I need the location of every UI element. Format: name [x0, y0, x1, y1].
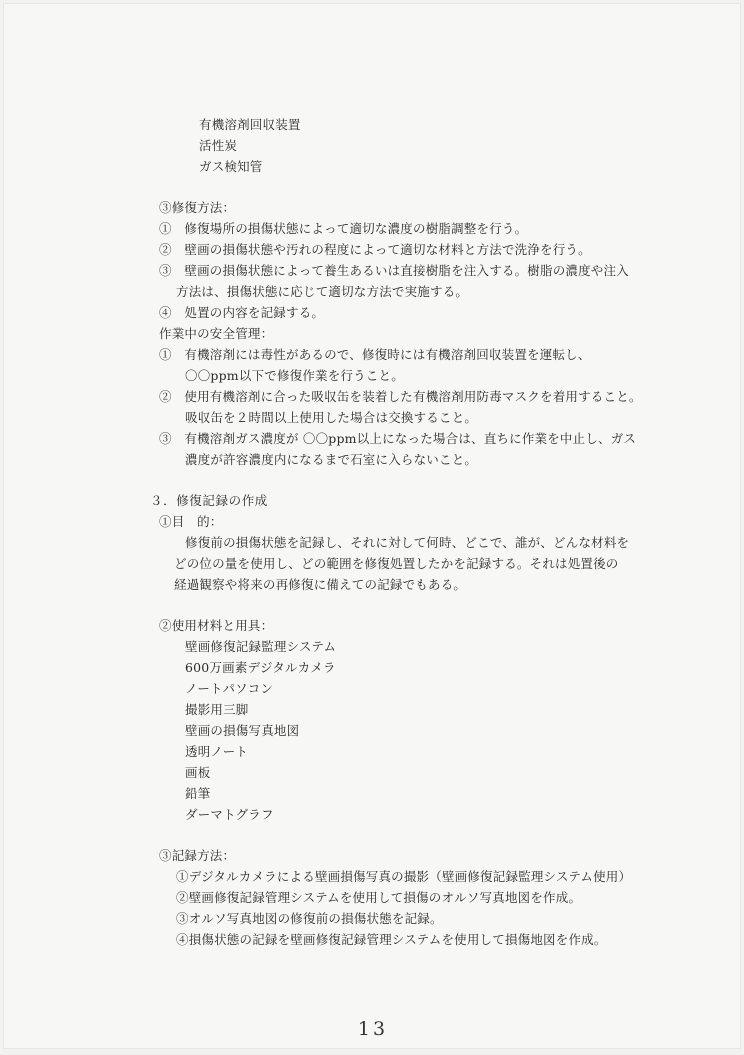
material-item: 壁画修復記録監理システム: [185, 639, 337, 654]
repair-method-item-cont: 方法は、損傷状態に応じて適切な方法で実施する。: [176, 284, 469, 299]
equipment-item: 活性炭: [199, 138, 238, 153]
purpose-line: どの位の量を使用し、どの範囲を修復処置したかを記録する。それは処置後の: [174, 556, 619, 571]
safety-item: ② 使用有機溶剤に合った吸収缶を装着した有機溶剤用防毒マスクを着用すること。: [159, 389, 642, 404]
record-method-item: ④損傷状態の記録を壁画修復記録管理システムを使用して損傷地図を作成。: [176, 932, 607, 947]
page-number: 13: [357, 1018, 389, 1040]
safety-item-cont: 濃度が許容濃度内になるまで石室に入らないこと。: [185, 452, 478, 467]
safety-item-cont: 吸収缶を２時間以上使用した場合は交換すること。: [185, 410, 478, 425]
material-item: 画板: [185, 765, 211, 780]
equipment-item: 有機溶剤回収装置: [199, 117, 301, 132]
repair-method-heading: ③修復方法：: [159, 200, 236, 215]
safety-item-cont: 〇〇ppm以下で修復作業を行うこと。: [185, 368, 404, 383]
safety-item: ① 有機溶剤には毒性があるので、修復時には有機溶剤回収装置を運転し、: [159, 347, 591, 362]
material-item: ノートパソコン: [185, 681, 274, 696]
repair-method-item: ④ 処置の内容を記録する。: [159, 305, 325, 320]
record-method-heading: ③記録方法：: [159, 848, 236, 863]
repair-method-item: ③ 壁画の損傷状態によって養生あるいは直接樹脂を注入する。樹脂の濃度や注入: [159, 263, 629, 278]
material-item: 壁画の損傷写真地図: [185, 723, 300, 738]
material-item: ダーマトグラフ: [185, 807, 274, 822]
repair-method-item: ② 壁画の損傷状態や汚れの程度によって適切な材料と方法で洗浄を行う。: [159, 242, 591, 257]
equipment-item: ガス検知管: [199, 159, 263, 174]
purpose-line: 経過観察や将来の再修復に備えての記録でもある。: [174, 577, 467, 592]
record-method-item: ③オルソ写真地図の修復前の損傷状態を記録。: [176, 911, 443, 926]
repair-method-item: ① 修復場所の損傷状態によって適切な濃度の樹脂調整を行う。: [159, 221, 528, 236]
record-method-item: ②壁画修復記録管理システムを使用して損傷のオルソ写真地図を作成。: [176, 890, 582, 905]
materials-heading: ②使用材料と用具：: [159, 618, 274, 633]
safety-heading: 作業中の安全管理：: [159, 326, 274, 341]
material-item: 600万画素デジタルカメラ: [185, 660, 336, 675]
material-item: 透明ノート: [185, 744, 249, 759]
section-3-title: ３．修復記録の作成: [150, 493, 268, 508]
safety-item: ③ 有機溶剤ガス濃度が 〇〇ppm以上になった場合は、直ちに作業を中止し、ガス: [159, 431, 637, 446]
material-item: 撮影用三脚: [185, 702, 249, 717]
purpose-line: 修復前の損傷状態を記録し、それに対して何時、どこで、誰が、どんな材料を: [185, 535, 630, 550]
purpose-heading: ①目 的：: [159, 514, 223, 529]
material-item: 鉛筆: [185, 786, 211, 801]
document-page: [3, 3, 741, 1049]
record-method-item: ①デジタルカメラによる壁画損傷写真の撮影（壁画修復記録監理システム使用）: [176, 869, 632, 884]
